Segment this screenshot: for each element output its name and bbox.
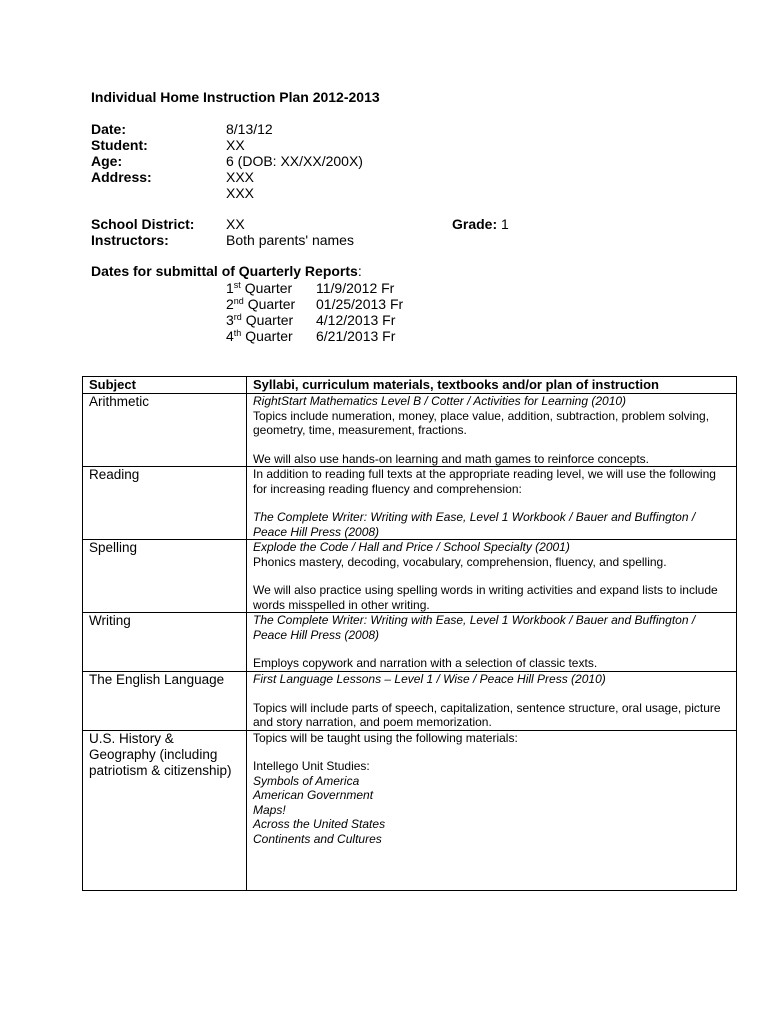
- age-value: 6 (DOB: XX/XX/200X): [226, 153, 363, 169]
- description-text: Topics include numeration, money, place value, addition, subtraction, problem solving, geometry, time, measurement, fractions.: [253, 408, 710, 437]
- subject-cell: Writing: [83, 613, 247, 672]
- table-row: [83, 730, 737, 890]
- address-line-2: XXX: [226, 185, 255, 201]
- subject-cell: Reading: [83, 467, 247, 540]
- quarterly-reports-heading-colon: :: [357, 263, 362, 279]
- quarter-date: 01/25/2013 Fr: [316, 296, 404, 312]
- textbook-reference: First Language Lessons – Level 1 / Wise / Peace Hill Press (2010): [253, 672, 606, 686]
- textbook-reference: The Complete Writer: Writing with Ease, Level 1 Workbook / Bauer and Buffington / Peace Hill Press (2008): [253, 613, 696, 642]
- unit-study-title: Symbols of America: [253, 773, 360, 788]
- quarter-date: 11/9/2012 Fr: [316, 280, 395, 296]
- age-label: Age:: [91, 153, 123, 169]
- quarter-name: 4th Quarter: [226, 328, 293, 344]
- description-cell: [247, 540, 737, 613]
- quarter-row: [226, 280, 395, 296]
- textbook-reference: The Complete Writer: Writing with Ease, Level 1 Workbook / Bauer and Buffington / Peace Hill Press (2008): [253, 510, 696, 539]
- school-district-value: XX: [226, 216, 245, 232]
- unit-study-title: American Government: [253, 788, 374, 802]
- date-value: 8/13/12: [226, 121, 273, 137]
- subject-cell: U.S. History & Geography (including patriotism & citizenship): [83, 730, 247, 890]
- subject-cell: Arithmetic: [83, 394, 247, 467]
- description-cell: [247, 672, 737, 731]
- quarter-date: 6/21/2013 Fr: [316, 328, 396, 344]
- column-header-syllabi: Syllabi, curriculum materials, textbooks and/or plan of instruction: [247, 377, 737, 394]
- description-text: Topics will include parts of speech, capitalization, sentence structure, oral usage, picture and story narration, and poem memorization.: [253, 700, 721, 729]
- unit-study-title: Continents and Cultures: [253, 831, 382, 846]
- description-text: We will also practice using spelling words in writing activities and expand lists to include words misspelled in other writing.: [253, 583, 718, 612]
- unit-study-title: Maps!: [253, 802, 286, 817]
- instruction-plan-table: [82, 376, 737, 891]
- textbook-reference: Explode the Code / Hall and Price / School Specialty (2001): [253, 540, 570, 554]
- unit-study-title: Across the United States: [253, 817, 386, 831]
- grade-value: 1: [501, 216, 509, 232]
- description-cell: [247, 613, 737, 672]
- school-district-label: School District:: [91, 216, 195, 232]
- quarter-row: [226, 328, 396, 344]
- quarterly-reports-heading-text: Dates for submittal of Quarterly Reports: [91, 263, 358, 279]
- address-label: Address:: [91, 169, 152, 185]
- subject-cell: The English Language: [83, 672, 247, 731]
- quarter-row: [226, 296, 404, 312]
- table-row: [83, 672, 737, 731]
- instructors-label: Instructors:: [91, 232, 169, 248]
- quarter-name: 1st Quarter: [226, 280, 293, 296]
- table-row: [83, 394, 737, 467]
- subject-cell: Spelling: [83, 540, 247, 613]
- student-label: Student:: [91, 137, 148, 153]
- description-cell: [247, 730, 737, 890]
- document-title: Individual Home Instruction Plan 2012-2013: [91, 89, 380, 105]
- student-value: XX: [226, 137, 245, 153]
- table-row: [83, 467, 737, 540]
- quarter-date: 4/12/2013 Fr: [316, 312, 396, 328]
- quarter-name: 3rd Quarter: [226, 312, 294, 328]
- description-text: We will also use hands-on learning and math games to reinforce concepts.: [253, 451, 649, 466]
- table-header-row: [83, 377, 737, 394]
- table-row: [83, 540, 737, 613]
- description-cell: [247, 394, 737, 467]
- quarter-name: 2nd Quarter: [226, 296, 296, 312]
- description-text: In addition to reading full texts at the appropriate reading level, we will use the following for increasing reading fluency and comprehension:: [253, 467, 716, 496]
- textbook-reference: RightStart Mathematics Level B / Cotter / Activities for Learning (2010): [253, 394, 627, 408]
- description-text: Topics will be taught using the following materials:: [253, 730, 518, 745]
- instructors-value: Both parents' names: [226, 232, 354, 248]
- grade-field: [452, 216, 509, 232]
- table-row: [83, 613, 737, 672]
- description-text: Intellego Unit Studies:: [253, 759, 370, 773]
- column-header-subject: Subject: [83, 377, 247, 394]
- date-label: Date:: [91, 121, 127, 137]
- description-text: Employs copywork and narration with a selection of classic texts.: [253, 656, 598, 670]
- description-text: Phonics mastery, decoding, vocabulary, comprehension, fluency, and spelling.: [253, 554, 667, 569]
- address-line-1: XXX: [226, 169, 255, 185]
- quarterly-reports-heading: [91, 263, 362, 279]
- grade-label: Grade:: [452, 216, 498, 232]
- description-cell: [247, 467, 737, 540]
- quarter-row: [226, 312, 396, 328]
